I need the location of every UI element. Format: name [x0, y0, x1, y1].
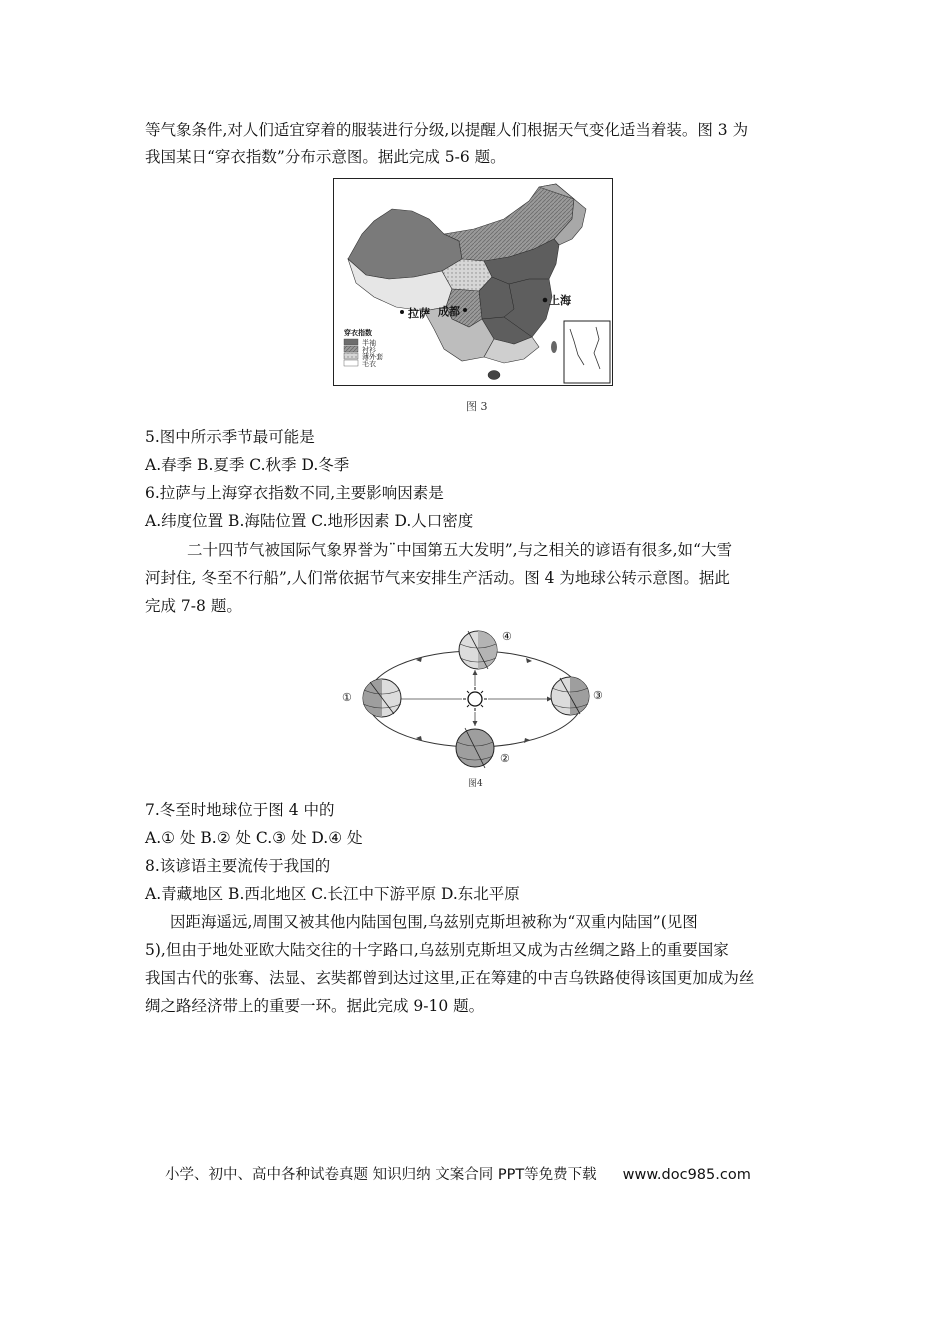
question-7-options: A.① 处 B.② 处 C.③ 处 D.④ 处 [145, 829, 363, 847]
globe-position-3 [551, 677, 589, 715]
question-8: 8.该谚语主要流传于我国的 [145, 857, 331, 875]
legend-item: 毛衣 [362, 360, 376, 368]
position-label-3: ③ [593, 689, 603, 702]
question-5-options: A.春季 B.夏季 C.秋季 D.冬季 [145, 456, 350, 474]
city-label-shanghai: 上海 [549, 294, 571, 307]
paragraph-line: 我国某日“穿衣指数”分布示意图。据此完成 5-6 题。 [145, 148, 506, 166]
earth-revolution-diagram [330, 624, 620, 774]
city-label-lhasa: 拉萨 [408, 307, 430, 320]
position-label-1: ① [342, 691, 352, 704]
globe-position-2 [456, 728, 494, 768]
figure-caption: 图4 [468, 779, 483, 789]
page-footer [165, 1163, 751, 1184]
question-5: 5.图中所示季节最可能是 [145, 428, 315, 446]
paragraph-line: 完成 7-8 题。 [145, 597, 242, 615]
globe-position-1 [363, 679, 401, 717]
position-label-4: ④ [502, 630, 512, 643]
question-8-options: A.青藏地区 B.西北地区 C.长江中下游平原 D.东北平原 [145, 885, 520, 903]
paragraph-line: 河封住, 冬至不行船”,人们常依据节气来安排生产活动。图 4 为地球公转示意图。据此 [145, 569, 730, 587]
paragraph-line: 二十四节气被国际气象界誉为¨中国第五大发明”,与之相关的谚语有很多,如“大雪 [187, 541, 732, 559]
footer-text: 小学、初中、高中各种试卷真题 知识归纳 文案合同 PPT等免费下载 [165, 1167, 597, 1183]
question-6-options: A.纬度位置 B.海陆位置 C.地形因素 D.人口密度 [145, 512, 474, 530]
paragraph-line: 绸之路经济带上的重要一环。据此完成 9-10 题。 [145, 997, 485, 1015]
paragraph-line: 5),但由于地处亚欧大陆交往的十字路口,乌兹别克斯坦又成为古丝绸之路上的重要国家 [145, 941, 729, 959]
globe-position-4 [459, 631, 497, 669]
legend-item: 半袖 [362, 339, 376, 347]
position-label-2: ② [500, 752, 510, 765]
question-7: 7.冬至时地球位于图 4 中的 [145, 801, 335, 819]
question-6: 6.拉萨与上海穿衣指数不同,主要影响因素是 [145, 484, 444, 502]
clothing-index-map [333, 178, 613, 386]
footer-link[interactable]: www.doc985.com [622, 1167, 751, 1183]
legend-title: 穿衣指数 [344, 329, 372, 337]
legend-item: 衬衫 [362, 346, 376, 354]
city-label-chengdu: 成都 [438, 305, 460, 318]
paragraph-line: 我国古代的张骞、法显、玄奘都曾到达过这里,正在筹建的中吉乌铁路使得该国更加成为丝 [145, 969, 755, 987]
paragraph-line: 因距海遥远,周围又被其他内陆国包围,乌兹别克斯坦被称为“双重内陆国”(见图 [170, 913, 698, 931]
legend-item: 薄外套 [362, 353, 383, 361]
paragraph-line: 等气象条件,对人们适宜穿着的服装进行分级,以提醒人们根据天气变化适当着装。图 3 为 [145, 121, 749, 139]
figure-caption: 图 3 [466, 400, 488, 413]
